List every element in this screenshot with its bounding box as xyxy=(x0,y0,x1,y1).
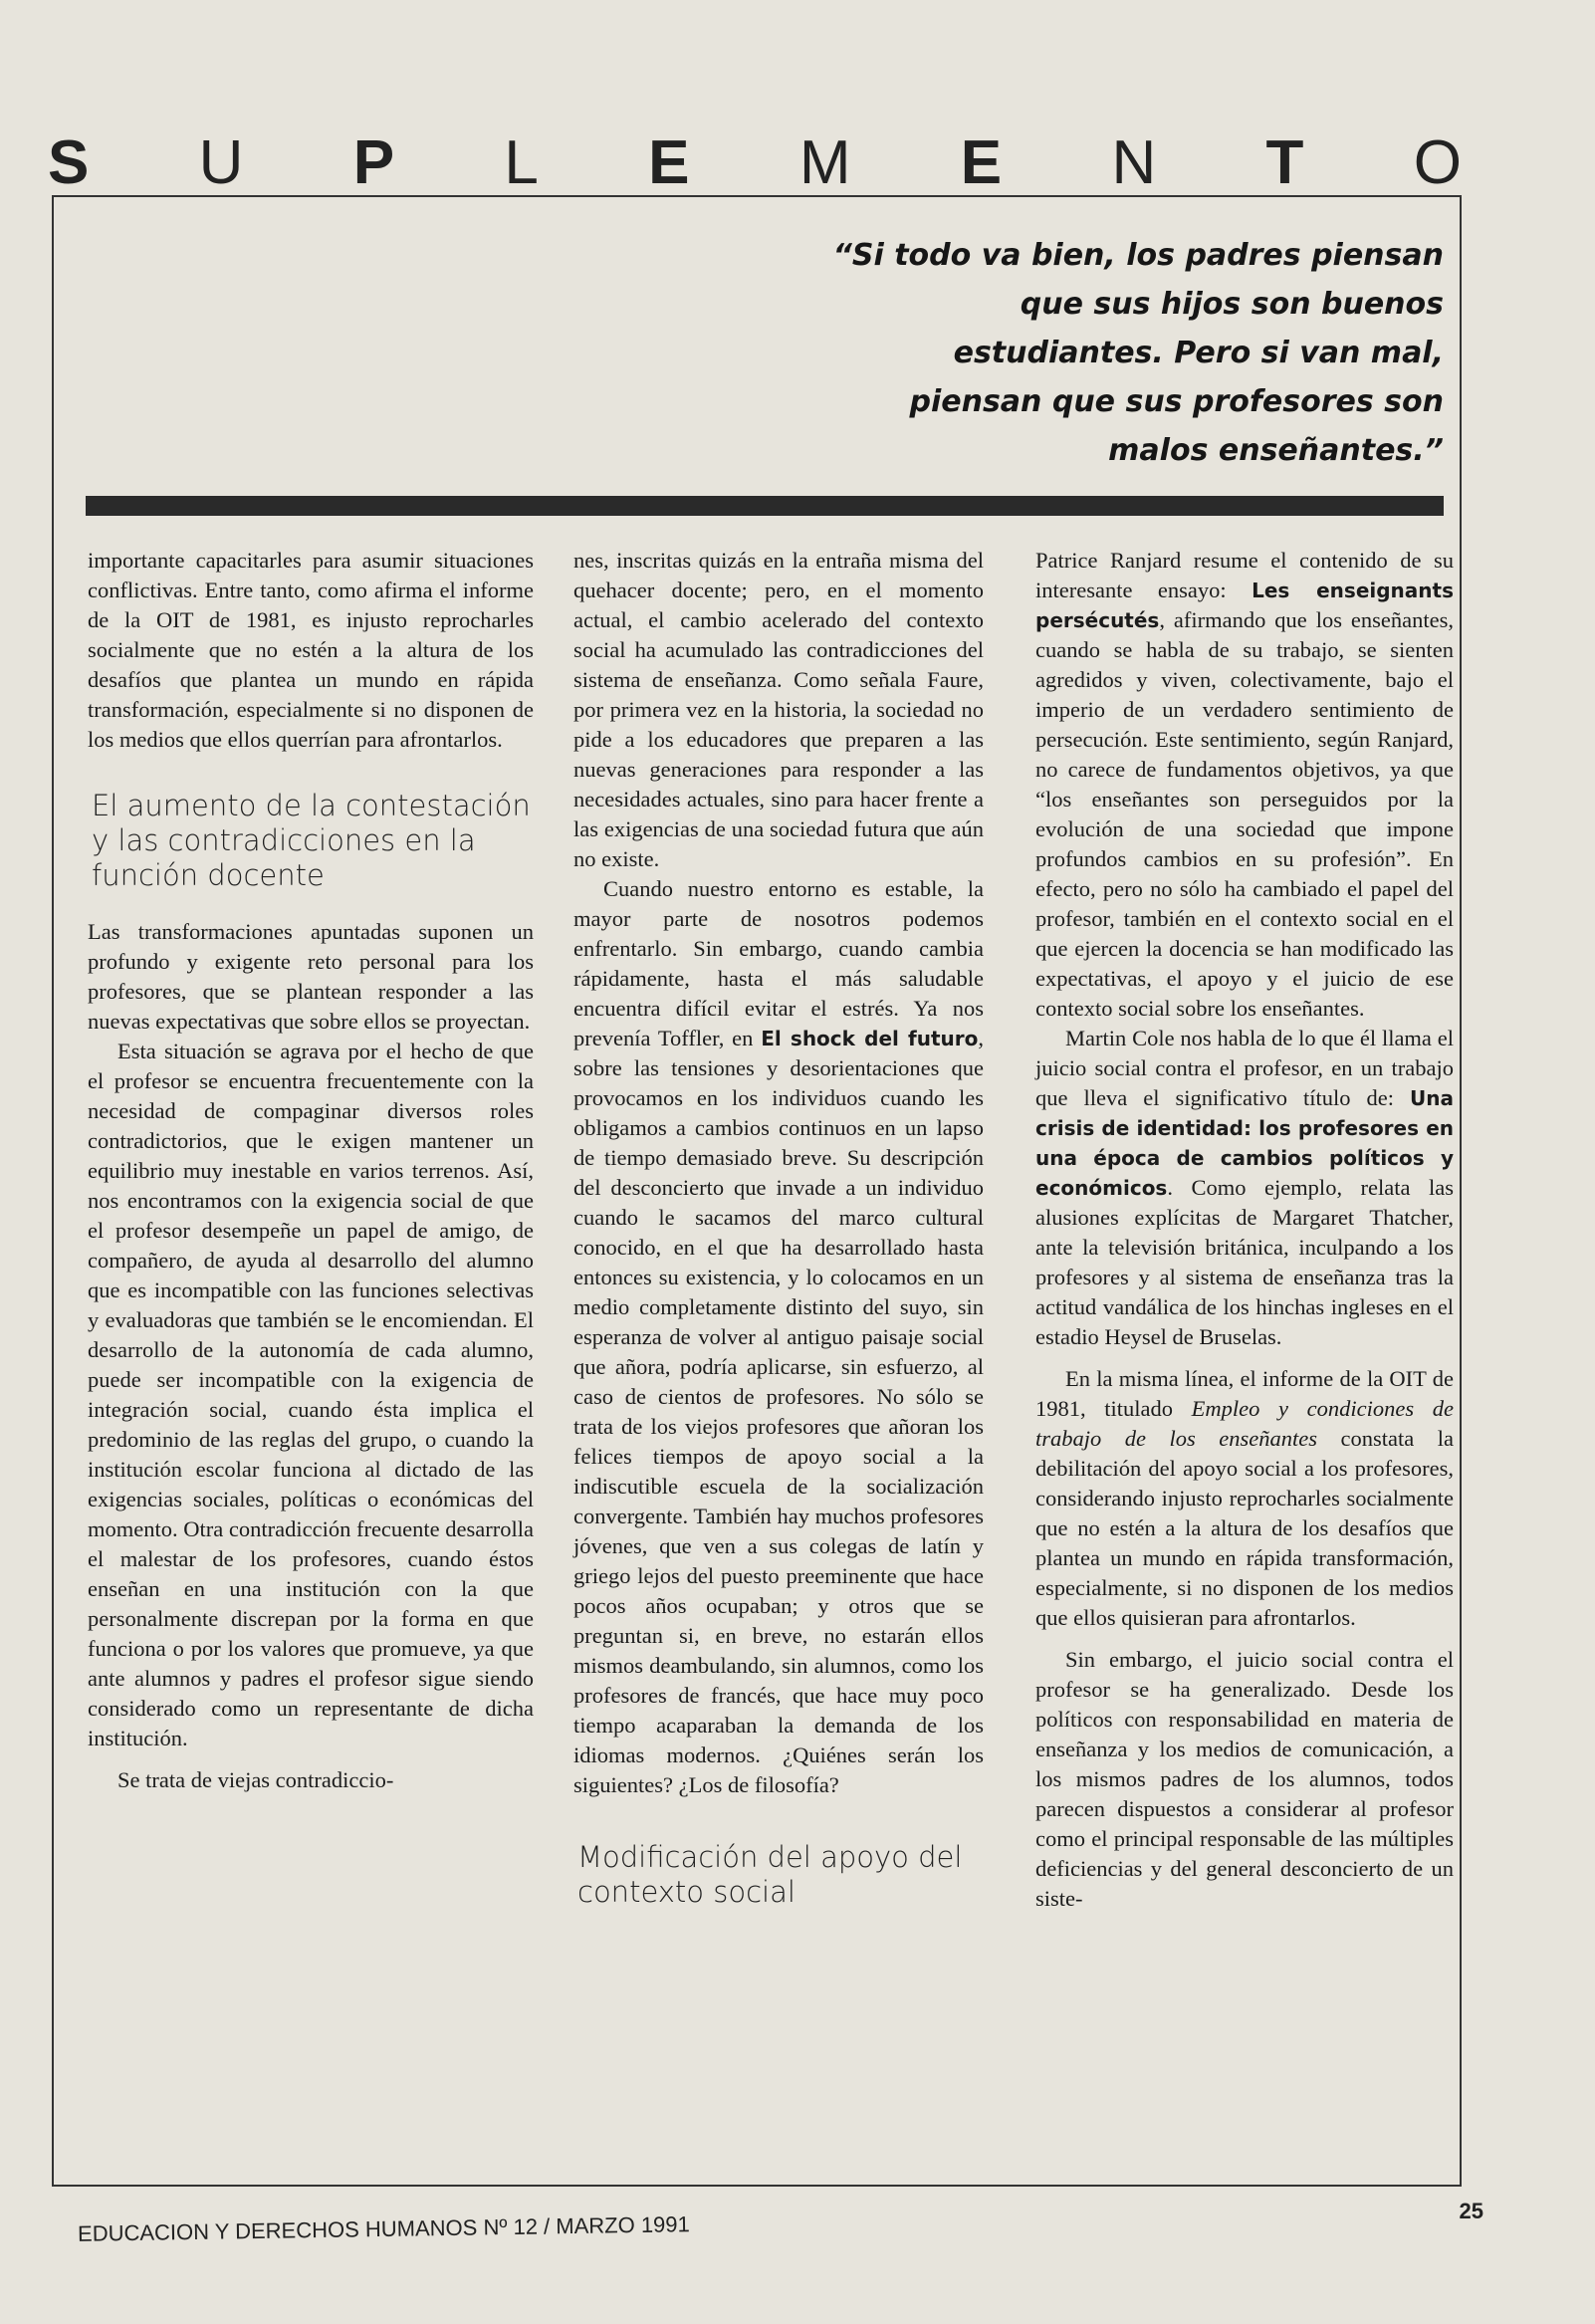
paragraph: nes, inscritas quizás en la entraña misma del quehacer docente; pero, en el momento actual, el cambio acelerado del contexto social ha acumulado las contradicciones del sistema de enseñanza. Como señala Faure, por primera vez en la historia, la sociedad no pide a los educadores que preparen a las nuevas generaciones para responder a las necesidades actuales, sino para hacer frente a las exigencias de una sociedad futura que aún no existe. xyxy=(573,548,984,871)
paragraph: Sin embargo, el juicio social contra el profesor se ha generalizado. Desde los políticos con responsabilidad en materia de enseñanza y los medios de comunicación, a los mismos padres de los alumnos, todos parecen dispuestos a considerar al profesor como el principal responsable de las múltiples deficiencias y del general desconcierto de un siste- xyxy=(1035,1647,1454,1911)
banner-letter: U xyxy=(198,127,244,197)
banner-letter: O xyxy=(1413,127,1462,197)
paragraph: Esta situación se agrava por el hecho de que el profesor se encuentra frecuentemente con la necesidad de compaginar diversos roles contradictorios, que le exigen mantener un equilibrio muy inestable en varios terrenos. Así, nos encontramos con la exigencia social de que el profesor desempeñe un papel de amigo, de compañero, de ayuda al desarrollo del alumno que es incompatible con las funciones selectivas y evaluadoras que también se le encomiendan. El desarrollo de la autonomía de cada alumno, puede ser incompatible con la exigencia de integración social, cuando ésta implica el predominio de las reglas del grupo, o cuando la institución escolar funciona al dictado de las exigencias sociales, políticas o económicas del momento. Otra contradicción frecuente desarrolla el malestar de los profesores, cuando éstos enseñan en una institución con la que personalmente discrepan por la forma en que funciona o por los valores que promueve, ya que ante alumnos y padres el profesor sigue siendo considerado como un representante de dicha institución. xyxy=(88,1039,534,1750)
banner-letter: E xyxy=(960,127,1003,197)
paragraph: Las transformaciones apuntadas suponen un profundo y exigente reto personal para los profesores, que se plantean responder a las nuevas expectativas que sobre ellos se proyectan. xyxy=(88,919,534,1034)
text-run: Cuando nuestro entorno es estable, la mayor parte de nosotros podemos enfrentarlo. Sin embargo, cuando cambia rápidamente, hasta el más saludable encuentra difícil evitar el estrés. Ya nos prevenía Toffler, en xyxy=(573,876,984,1050)
report-title: Empleo y condiciones de trabajo de los enseñantes xyxy=(1035,1396,1454,1451)
paragraph: Se trata de viejas contradiccio- xyxy=(117,1767,394,1792)
paragraph xyxy=(1035,546,1454,1024)
column-1 xyxy=(88,546,534,1795)
text-run: , sobre las tensiones y desorientaciones que provocamos en los individuos cuando les obligamos a cambios continuos en un lapso de tiempo demasiado breve. Su descripción del desconcierto que invade a un individuo cuando le sacamos del marco cultural conocido, en el que ha desarrollado hasta entonces su existencia, y lo colocamos en un medio completamente distinto del suyo, sin esperanza de volver al antiguo paisaje social que añora, podría aplicarse, sin esfuerzo, al caso de cientos de profesores. No sólo se trata de los viejos profesores que añoran los felices tiempos de apoyo social a la indiscutible escuela de la socialización convergente. También hay muchos profesores jóvenes, que ven a sus colegas de latín y griego lejos del puesto preeminente que hace pocos años ocupaban; y otros que se preguntan si, en breve, no estarán ellos mismos deambulando, sin alumnos, como los profesores de francés, que hace muy poco tiempo acaparaban la demanda de los idiomas modernos. ¿Quiénes serán los siguientes? ¿Los de filosofía? xyxy=(573,1026,984,1797)
book-title: Les enseignants persécutés xyxy=(1035,579,1454,632)
banner-letter: M xyxy=(798,127,851,197)
column-2 xyxy=(573,546,984,1934)
paragraph xyxy=(573,874,984,1800)
paragraph: importante capacitarles para asumir situaciones conflictivas. Entre tanto, como afirma el informe de la OIT de 1981, es injusto reprocharles socialmente que no estén a la altura de los desafíos que plantea un mundo en rápida transformación, especialmente si no disponen de los medios que ellos querrían para afrontarlos. xyxy=(88,548,534,752)
banner-letter: S xyxy=(48,127,90,197)
page-number: 25 xyxy=(1459,2199,1483,2223)
publication-footer: EDUCACION Y DERECHOS HUMANOS Nº 12 / MARZO 1991 xyxy=(77,2211,690,2246)
section-heading: Modificación del apoyo del contexto social xyxy=(577,1840,963,1909)
text-run: Martin Cole nos habla de lo que él llama el juicio social contra el profesor, en un trabajo que lleva el significativo título de: xyxy=(1035,1026,1454,1110)
banner-letter: N xyxy=(1111,127,1157,197)
text-run: En la misma línea, el informe de la OIT de 1981, titulado xyxy=(1035,1366,1454,1421)
text-run: , afirmando que los enseñantes, cuando se habla de su trabajo, se sienten agredidos y viven, colectivamente, bajo el imperio de un verdadero sentimiento de persecución. Este sentimiento, según Ranjard, no carece de fundamentos objetivos, ya que “los enseñantes son perseguidos por la evolución de una sociedad que impone profundos cambios en su profesión”. En efecto, pero no sólo ha cambiado el papel del profesor, también en el contexto social en el que ejercen la docencia se han modificado las expectativas, el apoyo y el juicio de ese contexto social sobre los enseñantes. xyxy=(1035,607,1454,1021)
section-heading: El aumento de la contestación y las contradicciones en la función docente xyxy=(92,789,531,892)
banner-letter: P xyxy=(352,127,395,197)
book-title: Una crisis de identidad: los profesores en una época de cambios políticos y económicos xyxy=(1035,1086,1454,1200)
column-3 xyxy=(1035,546,1454,1914)
text-run: constata la debilitación del apoyo social a los profesores, considerando injusto reprocharles socialmente que no estén a la altura de los desafíos que plantea un mundo en rápida transformación, especialmente, si no disponen de los medios que ellos quisieran para afrontarlos. xyxy=(1035,1426,1454,1630)
supplement-banner xyxy=(48,127,1462,197)
banner-letter: L xyxy=(504,127,539,197)
book-title: El shock del futuro xyxy=(761,1027,979,1050)
paragraph xyxy=(1035,1364,1454,1633)
text-run: . Como ejemplo, relata las alusiones explícitas de Margaret Thatcher, ante la televisión británica, inculpando a los profesores y al sistema de enseñanza tras la actitud vandálica de los hinchas ingleses en el estadio Heysel de Bruselas. xyxy=(1035,1175,1454,1349)
banner-letter: E xyxy=(648,127,690,197)
pull-quote: “Si todo va bien, los padres piensan que sus hijos son buenos estudiantes. Pero si van mal, piensan que sus profesores son malos enseñantes.” xyxy=(832,238,1444,468)
paragraph xyxy=(1035,1024,1454,1352)
text-run: Patrice Ranjard resume el contenido de su interesante ensayo: xyxy=(1035,548,1454,602)
horizontal-rule xyxy=(86,496,1444,516)
banner-letter: T xyxy=(1265,127,1304,197)
